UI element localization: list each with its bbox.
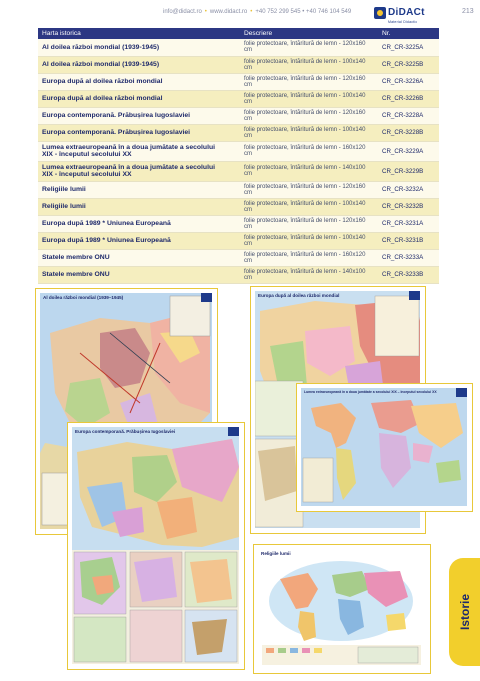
map-title-cell: Al doilea război mondial (1939-1945): [38, 56, 240, 73]
table-row[interactable]: [38, 90, 439, 107]
map-frame-religions: [253, 544, 431, 674]
description-cell: folie protectoare, întăritură de lemn - 160x120 cm: [240, 141, 378, 161]
map-title-line-2: XIX - începutul secolului XX: [42, 171, 132, 178]
map-title-extra-european: Lumea extraeuropeană în a doua jumătate a secolului XIX – începutul secolului XX: [304, 390, 437, 394]
product-code-cell: CR_CR-3232A: [378, 181, 439, 198]
logo-brand: DiDACt: [388, 7, 425, 18]
map-logo-badge: [201, 293, 212, 302]
description-cell: folie protectoare, întăritură de lemn - 160x120 cm: [240, 249, 378, 266]
product-code-cell: CR_CR-3225B: [378, 56, 439, 73]
column-header-description: Descriere: [240, 28, 378, 39]
didact-logo: [374, 6, 425, 24]
product-code-cell: CR_CR-3231A: [378, 215, 439, 232]
table-row[interactable]: [38, 266, 439, 283]
map-logo-badge: [456, 388, 467, 397]
column-header-number: Nr.: [378, 28, 439, 39]
map-europe-contemporary: [72, 427, 239, 664]
map-title-cell: Europa contemporană. Prăbușirea Iugoslaviei: [38, 107, 240, 124]
map-europe-contemporary-drawing: [72, 427, 239, 664]
table-row[interactable]: [38, 73, 439, 90]
product-table: [38, 28, 439, 284]
map-title-europe-after-ww2: Europa după al doilea război mondial: [258, 293, 340, 298]
table-row[interactable]: [38, 107, 439, 124]
description-cell: folie protectoare, întăritură de lemn - 120x160 cm: [240, 39, 378, 56]
map-title-cell: Europa după al doilea război mondial: [38, 73, 240, 90]
description-cell: folie protectoare, întăritură de lemn - 140x100 cm: [240, 266, 378, 283]
product-code-cell: CR_CR-3232B: [378, 198, 439, 215]
table-row[interactable]: [38, 181, 439, 198]
map-title-religions: Religiile lumii: [261, 551, 291, 556]
map-title-cell: Europa contemporană. Prăbușirea Iugoslaviei: [38, 124, 240, 141]
table-row[interactable]: [38, 141, 439, 161]
map-title-line-2: XIX - începutul secolului XX: [42, 151, 132, 158]
map-title-cell: [38, 141, 240, 161]
table-row[interactable]: [38, 56, 439, 73]
product-code-cell: CR_CR-3229A: [378, 141, 439, 161]
contact-line: info@didact.ro • www.didact.ro • +40 752 299 545 • +40 746 104 549: [163, 9, 352, 15]
table-row[interactable]: [38, 249, 439, 266]
description-cell: folie protectoare, întăritură de lemn - 100x140 cm: [240, 56, 378, 73]
map-title-cell: Europa după 1989 * Uniunea Europeană: [38, 232, 240, 249]
map-religions: [258, 549, 425, 668]
section-tab-istorie[interactable]: [449, 558, 480, 666]
map-title-cell: Statele membre ONU: [38, 249, 240, 266]
email-link[interactable]: info@didact.ro: [163, 9, 202, 15]
map-logo-badge: [409, 291, 420, 300]
map-title-line-1: Lumea extraeuropeană în a doua jumătate a secolului: [42, 163, 215, 171]
map-title-ww2: Al doilea război mondial (1939–1945): [43, 295, 124, 300]
logo-tagline: Material Didactic: [388, 20, 418, 24]
description-cell: folie protectoare, întăritură de lemn - 120x160 cm: [240, 107, 378, 124]
description-cell: folie protectoare, întăritură de lemn - 120x160 cm: [240, 73, 378, 90]
map-frame-europe-contemporary: [67, 422, 245, 670]
product-code-cell: CR_CR-3229B: [378, 161, 439, 181]
map-logo-badge: [228, 427, 239, 436]
product-code-cell: CR_CR-3225A: [378, 39, 439, 56]
map-religions-drawing: [258, 549, 425, 668]
description-cell: folie protectoare, întăritură de lemn - 120x160 cm: [240, 181, 378, 198]
map-frame-extra-european: [296, 383, 473, 512]
table-row[interactable]: [38, 198, 439, 215]
table-row[interactable]: [38, 215, 439, 232]
product-code-cell: CR_CR-3226A: [378, 73, 439, 90]
product-code-cell: CR_CR-3226B: [378, 90, 439, 107]
description-cell: folie protectoare, întăritură de lemn - 140x100 cm: [240, 161, 378, 181]
table-row[interactable]: [38, 39, 439, 56]
map-extra-european: [301, 388, 467, 506]
map-title-cell: Statele membre ONU: [38, 266, 240, 283]
map-title-cell: Al doilea război mondial (1939-1945): [38, 39, 240, 56]
map-title-line-1: Lumea extraeuropeană în a doua jumătate a secolului: [42, 143, 215, 151]
logo-icon: [374, 7, 386, 19]
table-row[interactable]: [38, 161, 439, 181]
page-header: [0, 6, 480, 24]
page-number: 213: [462, 8, 474, 15]
section-tab-label: Istorie: [457, 593, 472, 631]
description-cell: folie protectoare, întăritură de lemn - 100x140 cm: [240, 124, 378, 141]
map-title-europe-contemporary: Europa contemporană. Prăbușirea Iugoslaviei: [75, 429, 176, 434]
table-row[interactable]: [38, 124, 439, 141]
map-title-cell: Europa după 1989 * Uniunea Europeană: [38, 215, 240, 232]
product-code-cell: CR_CR-3233A: [378, 249, 439, 266]
description-cell: folie protectoare, întăritură de lemn - 100x140 cm: [240, 90, 378, 107]
phone-numbers: +40 752 299 545 • +40 746 104 549: [255, 9, 352, 15]
table-row[interactable]: [38, 232, 439, 249]
column-header-map: Harta istorica: [38, 28, 240, 39]
map-title-cell: Religiile lumii: [38, 198, 240, 215]
description-cell: folie protectoare, întăritură de lemn - 100x140 cm: [240, 198, 378, 215]
table-header-row: [38, 28, 439, 39]
map-title-cell: [38, 161, 240, 181]
product-code-cell: CR_CR-3233B: [378, 266, 439, 283]
description-cell: folie protectoare, întăritură de lemn - 120x160 cm: [240, 215, 378, 232]
product-code-cell: CR_CR-3228B: [378, 124, 439, 141]
product-code-cell: CR_CR-3231B: [378, 232, 439, 249]
map-extra-european-drawing: [301, 388, 467, 506]
description-cell: folie protectoare, întăritură de lemn - 100x140 cm: [240, 232, 378, 249]
map-title-cell: Europa după al doilea război mondial: [38, 90, 240, 107]
product-code-cell: CR_CR-3228A: [378, 107, 439, 124]
website-link[interactable]: www.didact.ro: [209, 9, 248, 15]
map-title-cell: Religiile lumii: [38, 181, 240, 198]
